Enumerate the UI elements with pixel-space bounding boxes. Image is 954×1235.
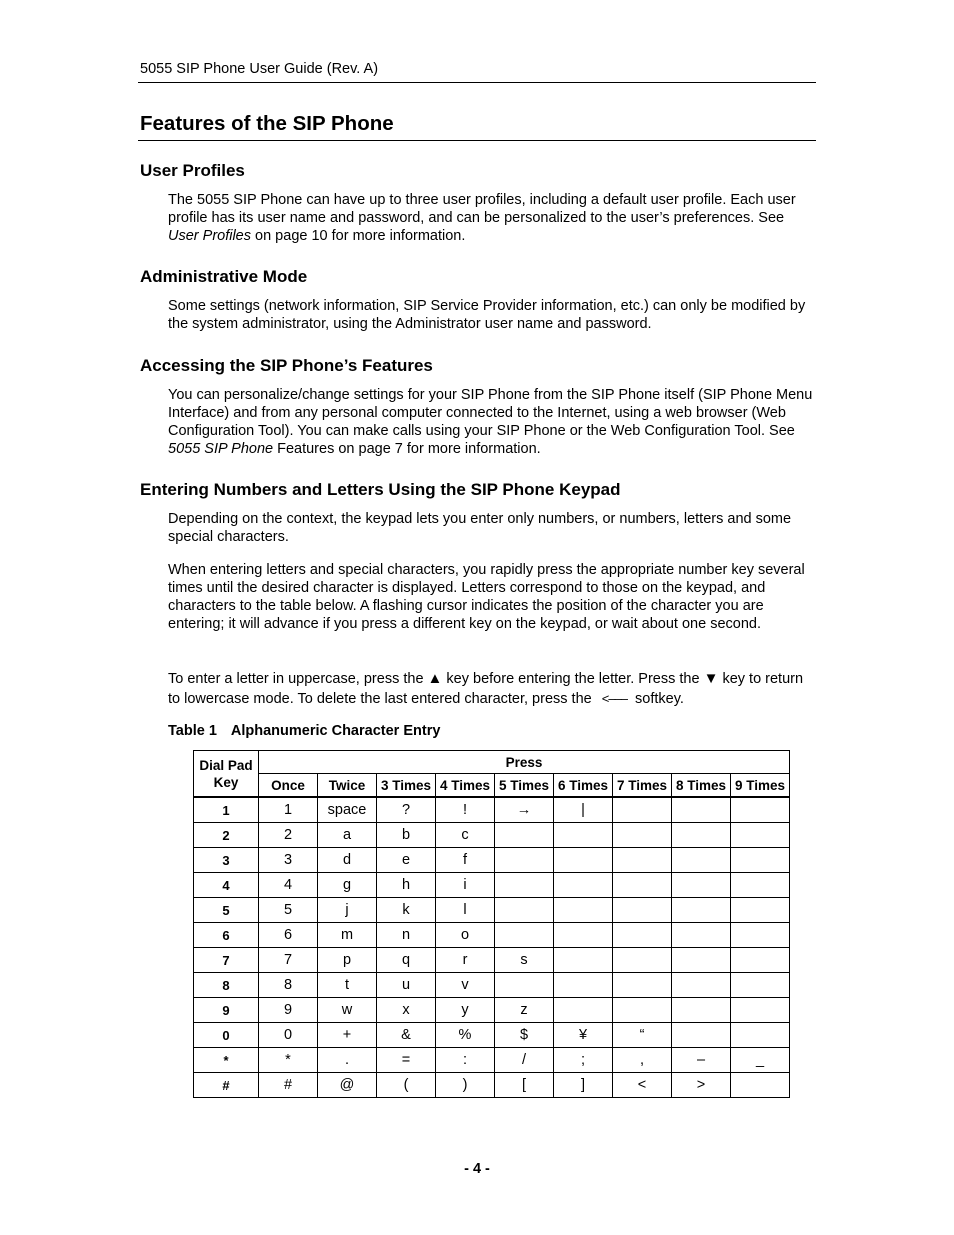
- table-cell: [731, 848, 790, 873]
- table-cell: space: [318, 797, 377, 823]
- table-cell: [731, 898, 790, 923]
- table-row: [194, 998, 790, 1023]
- table-cell: 0: [259, 1023, 318, 1048]
- table-cell: v: [436, 973, 495, 998]
- table-cell: 1: [259, 797, 318, 823]
- table-cell: [613, 973, 672, 998]
- table-cell: !: [436, 797, 495, 823]
- table-cell: :: [436, 1048, 495, 1073]
- table-cell: [731, 797, 790, 823]
- column-header: 8 Times: [672, 774, 731, 798]
- table-cell: o: [436, 923, 495, 948]
- table-cell: [731, 1023, 790, 1048]
- table-cell: [672, 898, 731, 923]
- table-cell: l: [436, 898, 495, 923]
- table-cell: j: [318, 898, 377, 923]
- table-cell: d: [318, 848, 377, 873]
- table-cell: [495, 973, 554, 998]
- table-cell: [731, 1073, 790, 1098]
- table-cell: +: [318, 1023, 377, 1048]
- table-cell: [554, 848, 613, 873]
- heading-administrative-mode: Administrative Mode: [140, 267, 308, 286]
- table-cell: [554, 998, 613, 1023]
- table-cell: [613, 823, 672, 848]
- column-header: Once: [259, 774, 318, 798]
- table-cell: 5: [259, 898, 318, 923]
- table-row: [194, 973, 790, 998]
- table-cell: |: [554, 797, 613, 823]
- table-cell: #: [259, 1073, 318, 1098]
- alphanumeric-table: [193, 750, 790, 1098]
- table-cell: ?: [377, 797, 436, 823]
- table-cell: z: [495, 998, 554, 1023]
- table-cell: [731, 973, 790, 998]
- running-header: 5055 SIP Phone User Guide (Rev. A): [140, 61, 379, 77]
- dialpad-key: #: [194, 1073, 259, 1098]
- dialpad-key: 7: [194, 948, 259, 973]
- table-cell: [554, 923, 613, 948]
- table-cell: [554, 948, 613, 973]
- table-cell: h: [377, 873, 436, 898]
- table-cell: y: [436, 998, 495, 1023]
- column-header: 3 Times: [377, 774, 436, 798]
- table-cell: [554, 823, 613, 848]
- table-cell: >: [672, 1073, 731, 1098]
- table-cell: [495, 923, 554, 948]
- dialpad-key: 9: [194, 998, 259, 1023]
- table-cell: r: [436, 948, 495, 973]
- table-cell: [495, 823, 554, 848]
- dialpad-key: 6: [194, 923, 259, 948]
- table-cell: ;: [554, 1048, 613, 1073]
- table-cell: [613, 923, 672, 948]
- table-cell: f: [436, 848, 495, 873]
- table-row: [194, 1073, 790, 1098]
- table-cell: ,: [613, 1048, 672, 1073]
- table-cell: 8: [259, 973, 318, 998]
- table-cell: i: [436, 873, 495, 898]
- table-cell: [672, 873, 731, 898]
- down-arrow-icon: ▼: [703, 670, 719, 687]
- table-cell: ¥: [554, 1023, 613, 1048]
- table-cell: [672, 1023, 731, 1048]
- table-cell: [672, 823, 731, 848]
- table-cell: [613, 848, 672, 873]
- table-cell: u: [377, 973, 436, 998]
- table-cell: t: [318, 973, 377, 998]
- table-cell: [554, 873, 613, 898]
- table-cell: w: [318, 998, 377, 1023]
- dialpad-key: 8: [194, 973, 259, 998]
- table-cell: [613, 797, 672, 823]
- table-cell: [: [495, 1073, 554, 1098]
- table-cell: a: [318, 823, 377, 848]
- table-cell: [495, 873, 554, 898]
- paragraph-administrative-mode: Some settings (network information, SIP Service Provider information, etc.) can only be modified by the system administrator, using the Administrator user name and password.: [168, 298, 806, 332]
- page-title: Features of the SIP Phone: [140, 112, 394, 135]
- table-cell: @: [318, 1073, 377, 1098]
- table-cell: [495, 898, 554, 923]
- table-cell: 6: [259, 923, 318, 948]
- heading-user-profiles: User Profiles: [140, 161, 245, 180]
- dialpad-key: 4: [194, 873, 259, 898]
- table-cell: _: [731, 1048, 790, 1073]
- table-caption: Table 1 Alphanumeric Character Entry: [168, 723, 441, 739]
- table-row: [194, 948, 790, 973]
- paragraph-user-profiles: The 5055 SIP Phone can have up to three user profiles, including a default user profile. Each user profile has its user name and password, and can be personalized to the user’s preferences. See User Profiles on page 10 for more information.: [168, 192, 796, 244]
- ref-user-profiles: User Profiles: [168, 228, 251, 244]
- table-cell: [613, 898, 672, 923]
- header-rule: [138, 82, 816, 83]
- paragraph-accessing-features: You can personalize/change settings for your SIP Phone from the SIP Phone itself (SIP Phone Menu Interface) and from any personal computer connected to the Internet, using a web browser (Web Configuration Tool). You can make calls using your SIP Phone or the Web Configuration Tool. See 5055 SIP Phone Features on page 7 for more information.: [168, 387, 813, 457]
- backspace-softkey-icon: <–––: [601, 691, 628, 706]
- table-cell: [731, 998, 790, 1023]
- table-cell: ]: [554, 1073, 613, 1098]
- page-number: - 4 -: [464, 1161, 490, 1177]
- table-cell: =: [377, 1048, 436, 1073]
- table-cell: *: [259, 1048, 318, 1073]
- table-cell: [731, 948, 790, 973]
- table-cell: x: [377, 998, 436, 1023]
- paragraph-keypad-entry: When entering letters and special characters, you rapidly press the appropriate number key several times until the desired character is displayed. Letters correspond to those on the keypad, and characters to the table below. A flashing cursor indicates the position of the character you are entering; it will advance if you press a different key on the keypad, or wait about one second.: [168, 562, 805, 632]
- table-row: [194, 873, 790, 898]
- table-cell: [672, 923, 731, 948]
- table-cell: &: [377, 1023, 436, 1048]
- dialpad-key: 2: [194, 823, 259, 848]
- dialpad-key: 5: [194, 898, 259, 923]
- dialpad-key: 3: [194, 848, 259, 873]
- table-cell: “: [613, 1023, 672, 1048]
- table-cell: [554, 898, 613, 923]
- table-cell: <: [613, 1073, 672, 1098]
- dialpad-key: *: [194, 1048, 259, 1073]
- column-header: 4 Times: [436, 774, 495, 798]
- column-header: 7 Times: [613, 774, 672, 798]
- ref-5055-sip-phone: 5055 SIP Phone: [168, 441, 274, 457]
- table-cell: $: [495, 1023, 554, 1048]
- table-cell: [731, 823, 790, 848]
- dialpad-key: 1: [194, 797, 259, 823]
- table-cell: [613, 998, 672, 1023]
- table-cell: –: [672, 1048, 731, 1073]
- table-cell: p: [318, 948, 377, 973]
- table-cell: 4: [259, 873, 318, 898]
- table-cell: 3: [259, 848, 318, 873]
- dialpad-key: 0: [194, 1023, 259, 1048]
- table-cell: (: [377, 1073, 436, 1098]
- table-cell: [613, 873, 672, 898]
- table-row: [194, 923, 790, 948]
- table-cell: 2: [259, 823, 318, 848]
- table-cell: e: [377, 848, 436, 873]
- column-header: 5 Times: [495, 774, 554, 798]
- column-header: 9 Times: [731, 774, 790, 798]
- paragraph-keypad-context: Depending on the context, the keypad lets you enter only numbers, or numbers, letters and some special characters.: [168, 511, 792, 545]
- table-cell: ): [436, 1073, 495, 1098]
- column-header: Twice: [318, 774, 377, 798]
- table-row: [194, 1023, 790, 1048]
- table-cell: 7: [259, 948, 318, 973]
- table-cell: [554, 973, 613, 998]
- table-cell: [672, 948, 731, 973]
- table-cell: [495, 848, 554, 873]
- table-cell: [672, 998, 731, 1023]
- paragraph-uppercase: To enter a letter in uppercase, press the ▲ key before entering the letter. Press the ▼ key to return to lowercase mode. To delete the last entered character, press the <––– softkey.: [168, 670, 804, 707]
- table-cell: %: [436, 1023, 495, 1048]
- table-cell: [731, 873, 790, 898]
- title-rule: [138, 140, 816, 141]
- table-cell: n: [377, 923, 436, 948]
- up-arrow-icon: ▲: [427, 670, 443, 687]
- table-row: [194, 1048, 790, 1073]
- table-cell: b: [377, 823, 436, 848]
- table-cell: [672, 797, 731, 823]
- table-cell: m: [318, 923, 377, 948]
- table-cell: /: [495, 1048, 554, 1073]
- table-cell: [613, 948, 672, 973]
- table-cell: [731, 923, 790, 948]
- table-row: [194, 898, 790, 923]
- heading-entering-numbers: Entering Numbers and Letters Using the SIP Phone Keypad: [140, 480, 621, 499]
- table-row: [194, 848, 790, 873]
- table-cell: q: [377, 948, 436, 973]
- dialpad-key-header: Dial Pad Key: [194, 751, 259, 798]
- table-row: [194, 823, 790, 848]
- table-cell: →: [495, 797, 554, 823]
- heading-accessing-features: Accessing the SIP Phone’s Features: [140, 356, 433, 375]
- table-cell: g: [318, 873, 377, 898]
- table-cell: k: [377, 898, 436, 923]
- column-header: 6 Times: [554, 774, 613, 798]
- table-cell: s: [495, 948, 554, 973]
- press-header: Press: [259, 751, 790, 774]
- table-row: [194, 797, 790, 823]
- table-cell: .: [318, 1048, 377, 1073]
- table-cell: [672, 848, 731, 873]
- table-cell: c: [436, 823, 495, 848]
- table-cell: 9: [259, 998, 318, 1023]
- table-cell: [672, 973, 731, 998]
